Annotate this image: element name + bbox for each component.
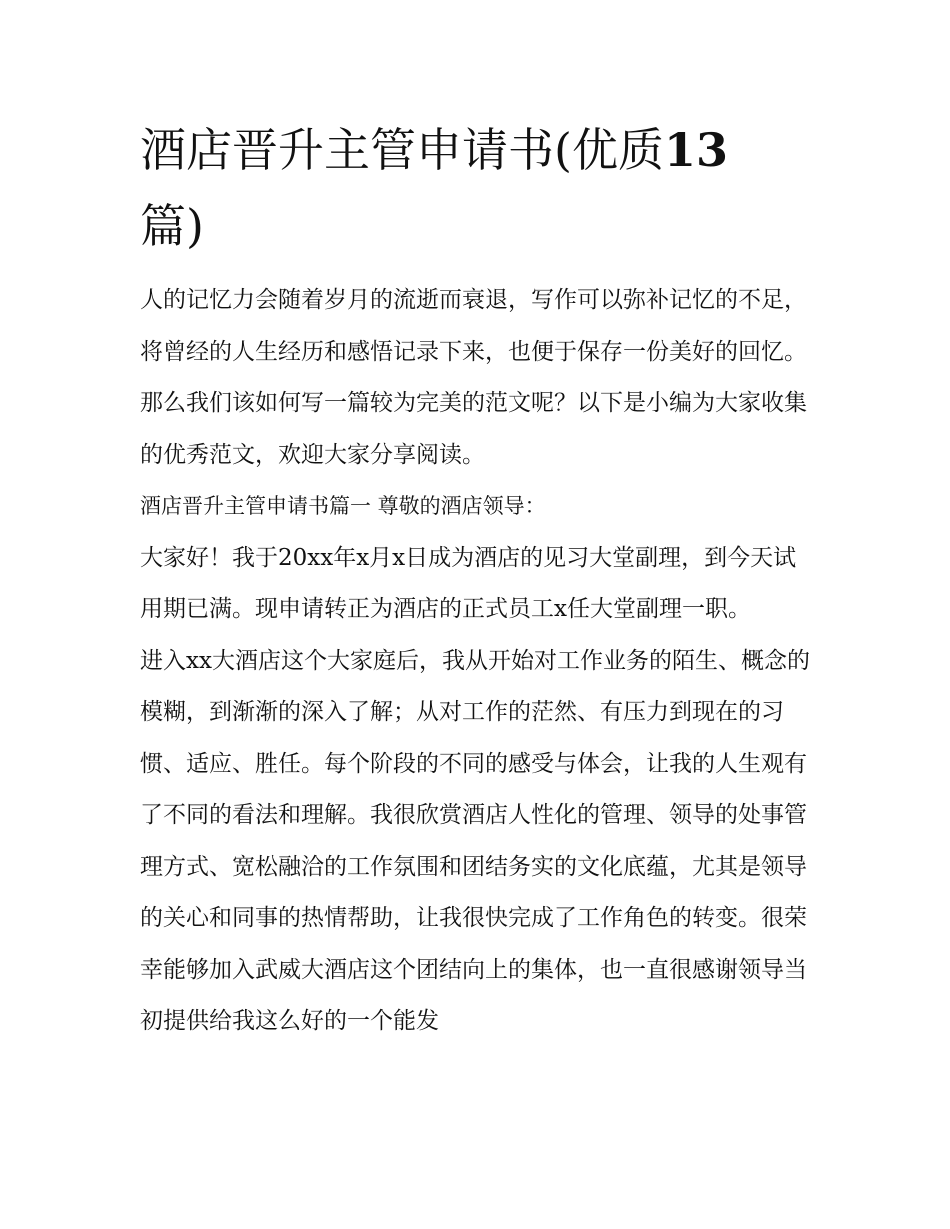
- title-number: 13: [663, 123, 728, 177]
- title-tail: 篇): [140, 199, 204, 253]
- title-main: 酒店晋升主管申请书(优质: [140, 123, 664, 177]
- page-title: [140, 112, 820, 264]
- intro-paragraph: 人的记忆力会随着岁月的流逝而衰退，写作可以弥补记忆的不足，将曾经的人生经历和感悟记录下来，也便于保存一份美好的回忆。那么我们该如何写一篇较为完美的范文呢？以下是小编为大家收集的优秀范文，欢迎大家分享阅读。: [140, 287, 807, 468]
- document-body: [140, 275, 815, 1048]
- body-paragraph: 进入xx大酒店这个大家庭后，我从开始对工作业务的陌生、概念的模糊，到渐渐的深入了解；从对工作的茫然、有压力到现在的习惯、适应、胜任。每个阶段的不同的感受与体会，让我的人生观有了不同的看法和理解。我很欣赏酒店人性化的管理、领导的处事管理方式、宽松融洽的工作氛围和团结务实的文化底蕴，尤其是领导的关心和同事的热情帮助，让我很快完成了工作角色的转变。很荣幸能够加入武威大酒店这个团结向上的集体，也一直很感谢领导当初提供给我这么好的一个能发: [140, 647, 810, 1034]
- greeting-paragraph: 大家好！我于20xx年x月x日成为酒店的见习大堂副理，到今天试用期已满。现申请转正为酒店的正式员工x任大堂副理一职。: [140, 544, 797, 622]
- section-heading-paragraph: 酒店晋升主管申请书篇一 尊敬的酒店领导：: [140, 494, 546, 518]
